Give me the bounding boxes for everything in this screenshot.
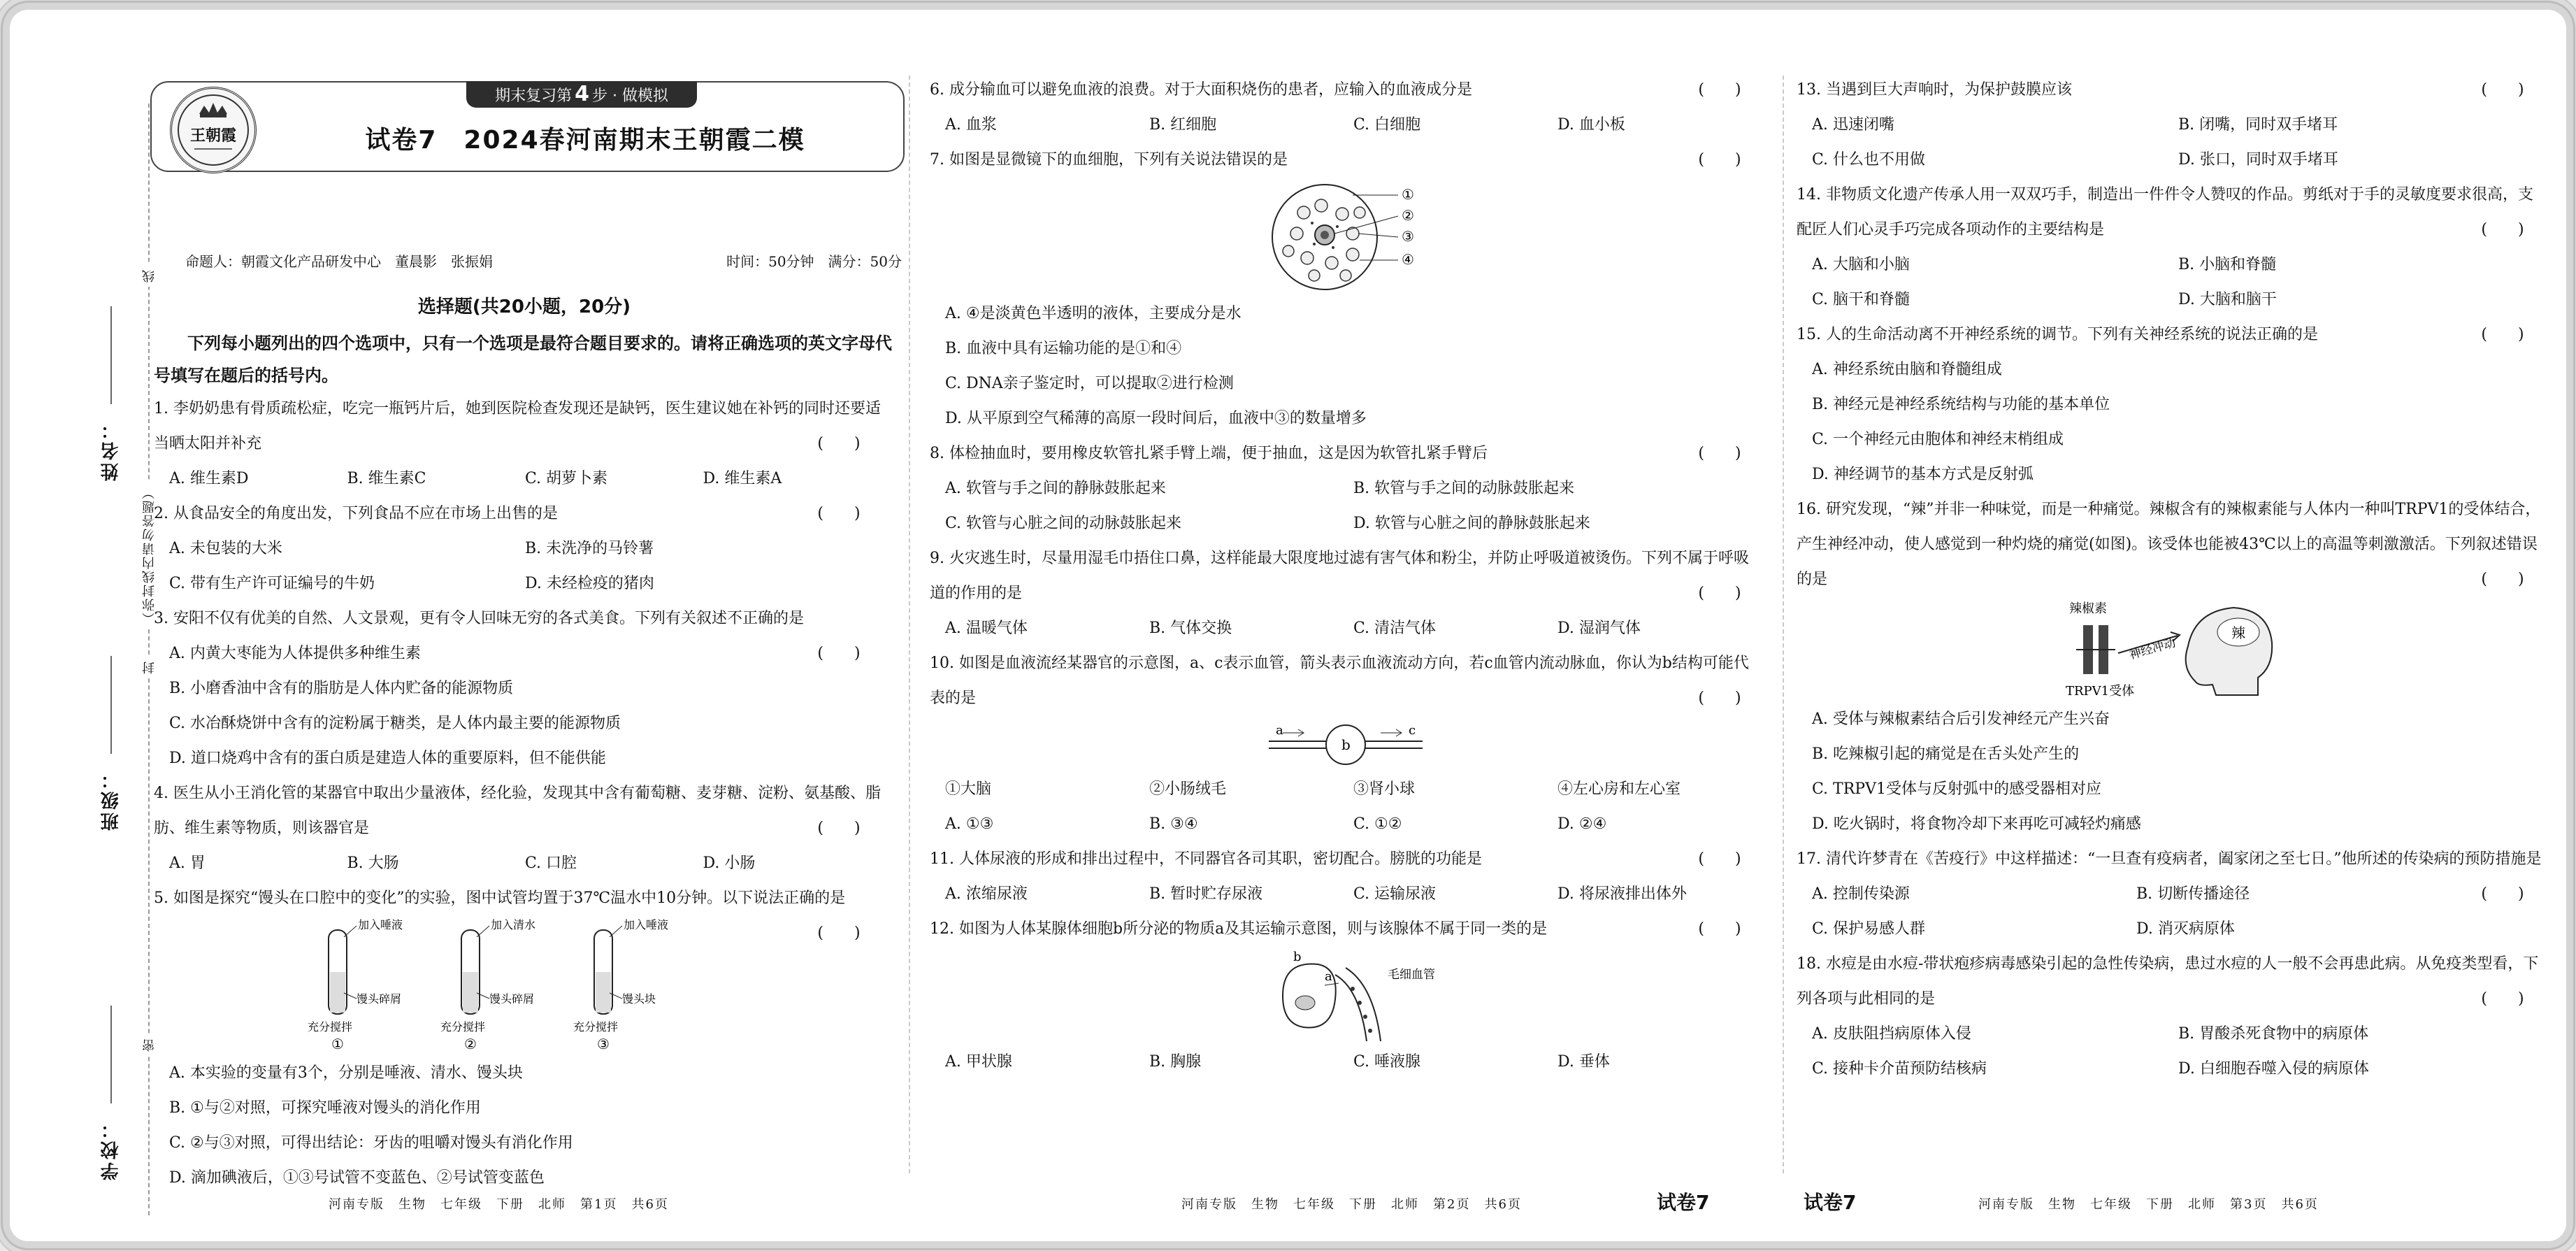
seal-note: （弥封线内请勿答题）: [141, 481, 159, 629]
option-d: D. 血小板: [1557, 116, 1625, 134]
svg-text:b: b: [1341, 736, 1351, 753]
question-14: [1797, 178, 2545, 317]
option-a: A. ④是淡黄色半透明的液体，主要成分是水: [945, 305, 1242, 322]
option-d: D. 白细胞吞噬入侵的病原体: [2178, 1060, 2369, 1078]
svg-text:神经冲动: 神经冲动: [2127, 636, 2178, 663]
option-a: A. 皮肤阻挡病原体入侵: [1812, 1025, 1971, 1043]
option-d: D. 神经调节的基本方式是反射弧: [1812, 466, 2034, 483]
option-d: D. 软管与心脏之间的静脉鼓胀起来: [1353, 515, 1590, 532]
gland-secretion-diagram: [1255, 947, 1437, 1045]
option-a: A. 大脑和小脑: [1812, 256, 1910, 273]
exam-sheet: [35, 34, 2541, 1217]
question-stem: 13. 当遇到巨大声响时，为保护鼓膜应该 ( ): [1797, 73, 2545, 108]
svg-text:加入清水: 加入清水: [491, 918, 536, 931]
option-b: B. 未洗净的马铃薯: [525, 540, 654, 557]
question-10: [930, 646, 1762, 842]
answer-bracket[interactable]: ( ): [1698, 151, 1741, 169]
question-3: [154, 601, 881, 776]
answer-bracket[interactable]: ( ): [2481, 326, 2524, 343]
page-divider: [909, 76, 910, 1173]
option-c: C. 唾液腺: [1353, 1053, 1421, 1071]
svg-text:①: ①: [1402, 186, 1414, 203]
svg-text:馒头碎屑: 馒头碎屑: [357, 992, 402, 1006]
option-c: C. 带有生产许可证编号的牛奶: [169, 575, 375, 592]
svg-text:毛细血管: 毛细血管: [1388, 968, 1435, 982]
option-d: D. 张口，同时双手堵耳: [2178, 151, 2338, 169]
option-b: B. 小磨香油中含有的脂肪是人体内贮备的能源物质: [169, 680, 514, 697]
option-a: A. ①③: [945, 815, 994, 833]
class-underline: [110, 656, 112, 754]
footer-page-2: 河南专版 生物 七年级 下册 北师 第2页 共6页: [1181, 1197, 1522, 1212]
answer-bracket[interactable]: ( ): [817, 645, 861, 662]
option-c: C. ①②: [1353, 815, 1402, 833]
answer-bracket[interactable]: ( ): [1698, 445, 1741, 462]
test-tube-figure: [154, 916, 797, 1056]
column-1: [154, 392, 881, 1196]
question-5: [154, 881, 881, 1196]
option-b: B. 胸腺: [1149, 1053, 1202, 1071]
option-c: C. DNA亲子鉴定时，可以提取②进行检测: [945, 375, 1234, 392]
svg-text:①: ①: [331, 1036, 344, 1052]
binding-margin: [70, 103, 157, 1222]
svg-text:②: ②: [464, 1036, 477, 1052]
question-stem: 16. 研究发现，“辣”并非一种味觉，而是一种痛觉。辣椒含有的辣椒素能与人体内一种叫TRPV1的受体结合，产生神经冲动，使人感觉到一种灼烧的痛觉(如图)。该受体也能被43℃以上的高温等刺激激活。下列叙述错误的是 ( ): [1797, 492, 2545, 597]
name-underline: [110, 306, 112, 404]
option-a: A. 神经系统由脑和脊髓组成: [1812, 361, 2002, 378]
option-c: C. 脑干和脊髓: [1812, 291, 1911, 308]
option-b: B. 软管与手之间的动脉鼓胀起来: [1353, 480, 1575, 497]
option-c: C. 胡萝卜素: [525, 470, 608, 487]
svg-text:馒头碎屑: 馒头碎屑: [489, 992, 535, 1006]
option-b: B. ③④: [1149, 815, 1198, 833]
statement-3: ③肾小球: [1353, 780, 1416, 798]
answer-bracket[interactable]: ( ): [817, 505, 861, 522]
option-d: D. 消灭病原体: [2136, 920, 2235, 938]
option-c: C. 接种卡介苗预防结核病: [1812, 1060, 1987, 1078]
svg-text:充分搅拌: 充分搅拌: [308, 1020, 353, 1034]
blood-cell-figure: [930, 178, 1762, 296]
svg-text:充分搅拌: 充分搅拌: [440, 1020, 486, 1034]
column-3: [1797, 73, 2545, 1087]
question-stem: 10. 如图是血液流经某器官的示意图，a、c表示血管，箭头表示血液流动方向，若c血管内流动脉血，你认为b结构可能代表的是 ( ): [930, 646, 1762, 716]
question-11: [930, 842, 1762, 912]
question-6: [930, 73, 1762, 143]
option-d: D. ②④: [1557, 815, 1607, 833]
question-17: [1797, 842, 2545, 947]
option-d: D. 小肠: [703, 855, 756, 872]
answer-bracket[interactable]: ( ): [1698, 585, 1741, 602]
statement-2: ②小肠绒毛: [1149, 780, 1227, 798]
option-c: C. 清洁气体: [1353, 620, 1437, 637]
question-8: [930, 436, 1762, 541]
question-7: [930, 143, 1762, 436]
option-b: B. 大肠: [347, 855, 399, 872]
option-b: B. 暂时贮存尿液: [1149, 885, 1263, 903]
seal-mark-feng: 封: [141, 656, 159, 678]
page-divider: [1783, 76, 1784, 1173]
question-stem: 6. 成分输血可以避免血液的浪费。对于大面积烧伤的患者，应输入的血液成分是 ( ): [930, 73, 1762, 108]
blood-flow-diagram: [1262, 716, 1430, 772]
question-16: [1797, 492, 2545, 842]
option-d: D. 垂体: [1557, 1053, 1610, 1071]
option-b: B. 神经元是神经系统结构与功能的基本单位: [1812, 396, 2110, 413]
setters-text: 命题人：朝霞文化产品研发中心 董晨影 张振娟: [185, 253, 493, 270]
option-d: D. 吃火锅时，将食物冷却下来再吃可减轻灼痛感: [1812, 815, 2141, 833]
footer-exam-label-right: 试卷7: [1657, 1191, 1710, 1214]
class-label: 班级：: [101, 768, 122, 831]
question-stem: 15. 人的生命活动离不开神经系统的调节。下列有关神经系统的说法正确的是 ( ): [1797, 317, 2545, 352]
publisher-logo: [170, 87, 257, 173]
gland-figure: [930, 947, 1762, 1045]
answer-bracket[interactable]: ( ): [1698, 920, 1741, 938]
option-b: B. 吃辣椒引起的痛觉是在舌头处产生的: [1812, 745, 2080, 763]
footer-exam-label-left: 试卷7: [1804, 1191, 1857, 1214]
question-stem: 14. 非物质文化遗产传承人用一双双巧手，制造出一件件令人赞叹的作品。剪纸对于手的灵敏度要求很高，支配匠人们心灵手巧完成各项动作的主要结构是 ( ): [1797, 178, 2545, 248]
question-stem: 7. 如图是显微镜下的血细胞，下列有关说法错误的是 ( ): [930, 143, 1762, 178]
crown-logo-icon: [175, 92, 252, 169]
question-stem: 18. 水痘是由水痘-带状疱疹病毒感染引起的急性传染病，患过水痘的人一般不会再患此病。从免疫类型看，下列各项与此相同的是 ( ): [1797, 947, 2545, 1017]
option-a: A. 软管与手之间的静脉鼓胀起来: [945, 480, 1166, 497]
option-c: C. 软管与心脏之间的动脉鼓胀起来: [945, 515, 1182, 532]
question-13: [1797, 73, 2545, 178]
question-stem: 12. 如图为人体某腺体细胞b所分泌的物质a及其运输示意图，则与该腺体不属于同一类的是 ( ): [930, 912, 1762, 947]
question-4: [154, 776, 881, 881]
question-18: [1797, 947, 2545, 1087]
option-d: D. 滴加碘液后，①③号试管不变蓝色、②号试管变蓝色: [169, 1169, 545, 1187]
time-score-text: 时间：50分钟 满分：50分: [726, 253, 902, 270]
svg-text:辣: 辣: [2231, 624, 2245, 641]
option-a: A. 维生素D: [169, 470, 249, 487]
answer-bracket[interactable]: ( ): [817, 820, 861, 837]
question-stem: 2. 从食品安全的角度出发，下列食品不应在市场上出售的是 ( ): [154, 496, 881, 531]
svg-text:③: ③: [1402, 228, 1414, 245]
tube-3: [573, 918, 668, 1052]
trpv1-figure: [1797, 597, 2545, 702]
svg-text:a: a: [1276, 723, 1283, 738]
svg-text:加入唾液: 加入唾液: [358, 918, 403, 931]
option-b: B. 闭嘴，同时双手堵耳: [2178, 116, 2338, 134]
option-c: C. 白细胞: [1353, 116, 1421, 134]
option-b: B. 红细胞: [1149, 116, 1217, 134]
tube-2: [440, 918, 535, 1052]
option-c: C. 一个神经元由胞体和神经末梢组成: [1812, 431, 2064, 448]
question-stem: 4. 医生从小王消化管的某器官中取出少量液体，经化验，发现其中含有葡萄糖、麦芽糖、淀粉、氨基酸、脂肪、维生素等物质，则该器官是 ( ): [154, 776, 881, 846]
question-1: [154, 392, 881, 496]
option-c: C. 保护易感人群: [1812, 920, 1926, 938]
answer-bracket[interactable]: ( ): [817, 924, 861, 942]
option-b: B. 切断传播途径: [2136, 885, 2250, 903]
option-d: D. 湿润气体: [1557, 620, 1641, 637]
svg-text:③: ③: [597, 1036, 610, 1052]
option-a: A. 内黄大枣能为人体提供多种维生素: [169, 645, 421, 662]
test-tubes-diagram: [280, 916, 671, 1056]
option-c: C. TRPV1受体与反射弧中的感受器相对应: [1812, 780, 2101, 798]
exam-header: [150, 81, 905, 172]
answer-bracket[interactable]: ( ): [817, 435, 861, 452]
name-label: 姓名：: [101, 418, 122, 481]
footer-page-1: 河南专版 生物 七年级 下册 北师 第1页 共6页: [329, 1197, 669, 1212]
answer-bracket[interactable]: ( ): [2481, 990, 2524, 1008]
option-d: D. 将尿液排出体外: [1557, 885, 1687, 903]
answer-bracket[interactable]: ( ): [1698, 689, 1741, 707]
blood-cells-diagram: [1255, 178, 1437, 296]
svg-text:a: a: [1325, 969, 1332, 984]
svg-text:TRPV1受体: TRPV1受体: [2066, 684, 2135, 699]
question-stem: 5. 如图是探究“馒头在口腔中的变化”的实验，图中试管均置于37℃温水中10分钟。以下说法正确的是 ( ): [154, 881, 881, 916]
review-step-tab: 期末复习第 4 步 · 做模拟: [466, 81, 697, 108]
question-2: [154, 496, 881, 601]
trpv1-diagram: [2055, 597, 2286, 702]
option-a: A. 温暖气体: [945, 620, 1028, 637]
question-12: [930, 912, 1762, 1080]
option-a: A. 迅速闭嘴: [1812, 116, 1894, 134]
question-stem: 11. 人体尿液的形成和排出过程中，不同器官各司其职，密切配合。膀胱的功能是 ( ): [930, 842, 1762, 877]
question-stem: 9. 火灾逃生时，尽量用湿毛巾捂住口鼻，这样能最大限度地过滤有害气体和粉尘，并防止呼吸道被烫伤。下列不属于呼吸道的作用的是 ( ): [930, 541, 1762, 611]
school-underline: [110, 1006, 112, 1103]
question-stem: 8. 体检抽血时，要用橡皮软管扎紧手臂上端，便于抽血，这是因为软管扎紧手臂后 ( ): [930, 436, 1762, 471]
option-b: B. 血液中具有运输功能的是①和④: [945, 340, 1182, 357]
answer-bracket[interactable]: ( ): [1698, 850, 1741, 868]
seal-mark-xian: 线: [141, 264, 159, 287]
answer-bracket[interactable]: ( ): [2481, 571, 2524, 588]
tube-1: [308, 918, 403, 1052]
column-2: [930, 73, 1762, 1080]
option-c: C. ②与③对照，可得出结论：牙齿的咀嚼对馒头有消化作用: [169, 1134, 573, 1152]
section-instruction: 下列每小题列出的四个选项中，只有一个选项是最符合题目要求的。请将正确选项的英文字母代号填写在题后的括号内。: [154, 334, 892, 385]
option-b: B. 气体交换: [1149, 620, 1232, 637]
answer-bracket[interactable]: ( ): [2481, 221, 2524, 238]
exam-title: 试卷7 2024春河南期末王朝霞二模: [365, 126, 805, 155]
question-9: [930, 541, 1762, 646]
exam-meta: [185, 250, 902, 271]
question-15: [1797, 317, 2545, 492]
option-a: A. 本实验的变量有3个，分别是唾液、清水、馒头块: [169, 1064, 523, 1082]
option-a: A. 胃: [169, 855, 206, 872]
seal-mark-mi: 密: [141, 1034, 159, 1056]
option-a: A. 血浆: [945, 116, 997, 134]
answer-bracket[interactable]: ( ): [2481, 885, 2524, 903]
option-b: B. 小脑和脊髓: [2178, 256, 2277, 273]
option-d: D. 道口烧鸡中含有的蛋白质是建造人体的重要原料，但不能供能: [169, 750, 606, 767]
option-d: D. 未经检疫的猪肉: [525, 575, 654, 592]
option-a: A. 甲状腺: [945, 1053, 1012, 1071]
logo-text: 王朝霞: [189, 127, 237, 145]
option-c: C. 水冶酥烧饼中含有的淀粉属于糖类，是人体内最主要的能源物质: [169, 715, 621, 732]
question-stem: 17. 清代许梦青在《苦疫行》中这样描述：“一旦查有疫病者，阖家闭之至七日。”他所述的传染病的预防措施是 ( ): [1797, 842, 2545, 877]
svg-text:加入唾液: 加入唾液: [624, 918, 669, 931]
svg-text:b: b: [1293, 950, 1302, 964]
option-d: D. 从平原到空气稀薄的高原一段时间后，血液中③的数量增多: [945, 410, 1367, 427]
option-d: D. 大脑和脑干: [2178, 291, 2277, 308]
option-d: D. 维生素A: [703, 470, 782, 487]
svg-text:充分搅拌: 充分搅拌: [573, 1020, 619, 1034]
school-label: 学校：: [101, 1117, 122, 1180]
question-stem: 1. 李奶奶患有骨质疏松症，吃完一瓶钙片后，她到医院检查发现还是缺钙，医生建议她在补钙的同时还要适当晒太阳并补充 ( ): [154, 392, 881, 462]
question-stem: 3. 安阳不仅有优美的自然、人文景观，更有令人回味无穷的各式美食。下列有关叙述不正确的是 ( ): [154, 601, 881, 636]
option-a: A. 浓缩尿液: [945, 885, 1028, 903]
svg-text:②: ②: [1402, 207, 1414, 224]
statement-4: ④左心房和左心室: [1557, 780, 1681, 798]
statement-1: ①大脑: [945, 780, 992, 798]
option-c: C. 运输尿液: [1353, 885, 1437, 903]
blood-flow-figure: [930, 716, 1762, 772]
footer-page-3: 河南专版 生物 七年级 下册 北师 第3页 共6页: [1978, 1197, 2319, 1212]
option-b: B. 胃酸杀死食物中的病原体: [2178, 1025, 2369, 1043]
answer-bracket[interactable]: ( ): [2481, 81, 2524, 99]
option-c: C. 什么也不用做: [1812, 151, 1926, 169]
section-title: 选择题(共20小题，20分): [417, 296, 631, 317]
svg-text:辣椒素: 辣椒素: [2069, 601, 2107, 616]
option-a: A. 未包装的大米: [169, 540, 282, 557]
option-b: B. 维生素C: [347, 470, 426, 487]
option-b: B. ①与②对照，可探究唾液对馒头的消化作用: [169, 1099, 481, 1117]
option-a: A. 受体与辣椒素结合后引发神经元产生兴奋: [1812, 710, 2110, 728]
answer-bracket[interactable]: ( ): [1698, 81, 1741, 99]
svg-text:c: c: [1409, 723, 1416, 738]
option-c: C. 口腔: [525, 855, 577, 872]
svg-text:馒头块: 馒头块: [622, 992, 656, 1006]
svg-text:④: ④: [1402, 251, 1414, 268]
option-a: A. 控制传染源: [1812, 885, 1910, 903]
